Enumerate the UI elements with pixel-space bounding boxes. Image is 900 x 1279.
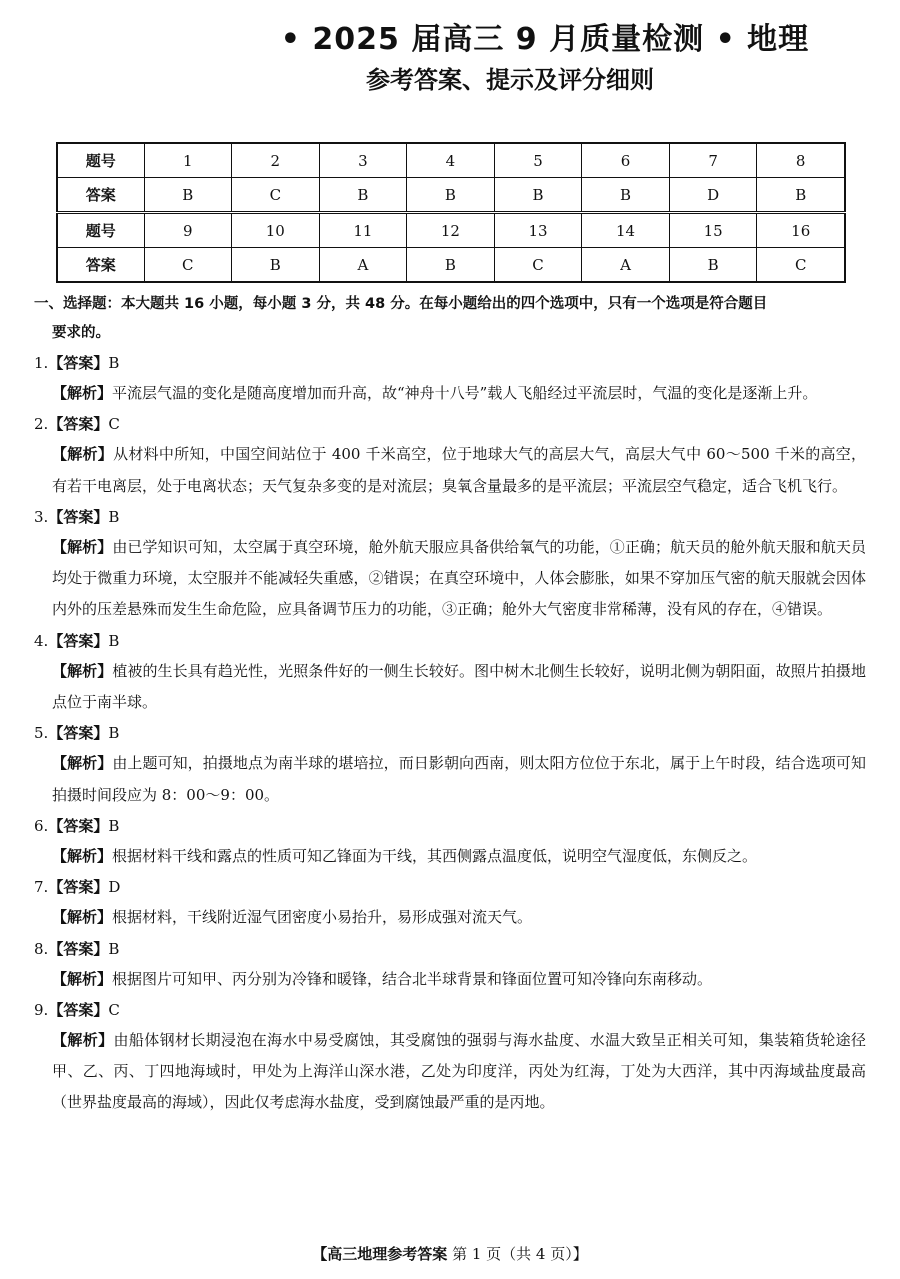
explain-tag: 【解析】 bbox=[52, 661, 113, 680]
question-number: 6 bbox=[582, 143, 670, 178]
answer-item bbox=[34, 934, 866, 995]
answer-cell: B bbox=[757, 178, 845, 213]
explanation-text: 由船体钢材长期浸泡在海水中易受腐蚀，其受腐蚀的强弱与海水盐度、水温大致呈正相关可知，集装箱货轮途径甲、乙、丙、丁四地海域时，甲处为上海洋山深水港，乙处为印度洋，丙处为红海，丁处为大西洋，其中丙海域盐度最高（世界盐度最高的海域），因此仅考虑海水盐度，受到腐蚀最严重的是丙地。 bbox=[52, 1030, 866, 1112]
answer-value: B bbox=[108, 507, 120, 526]
answer-line bbox=[34, 718, 866, 748]
answer-cell: C bbox=[757, 248, 845, 283]
answer-cell: D bbox=[669, 178, 757, 213]
answer-item bbox=[34, 626, 866, 719]
table-row-answers-2 bbox=[57, 248, 845, 283]
answer-value: B bbox=[108, 816, 120, 835]
answer-cell: B bbox=[407, 178, 495, 213]
explain-tag: 【解析】 bbox=[52, 969, 113, 988]
explanation-text: 由上题可知，拍摄地点为南半球的堪培拉，而日影朝向西南，则太阳方位位于东北，属于上午时段，结合选项可知拍摄时间段应为 8：00～9：00。 bbox=[52, 754, 866, 804]
answer-cell: A bbox=[319, 248, 407, 283]
answer-cell: B bbox=[582, 178, 670, 213]
item-number: 4. bbox=[34, 631, 49, 650]
explanation bbox=[34, 378, 866, 409]
explain-tag: 【解析】 bbox=[52, 445, 114, 464]
question-number: 1 bbox=[144, 143, 232, 178]
question-number: 9 bbox=[144, 213, 232, 248]
row-label-answer: 答案 bbox=[57, 178, 144, 213]
table-row-numbers-1 bbox=[57, 143, 845, 178]
explain-tag: 【解析】 bbox=[52, 908, 113, 927]
answer-tag: 【答案】 bbox=[48, 354, 109, 372]
explanation bbox=[34, 532, 866, 626]
answer-table bbox=[56, 142, 846, 283]
row-label-number: 题号 bbox=[57, 143, 144, 178]
item-number: 1. bbox=[34, 354, 49, 372]
item-number: 7. bbox=[34, 878, 49, 897]
answer-item bbox=[34, 409, 866, 502]
answer-item bbox=[34, 718, 866, 811]
answer-line bbox=[34, 626, 866, 656]
answer-line bbox=[34, 872, 866, 902]
answer-cell: B bbox=[494, 178, 582, 213]
explanation-text: 从材料中所知，中国空间站位于 400 千米高空，位于地球大气的高层大气，高层大气中 60～500 千米的高空，有若干电离层，处于电离状态；天气复杂多变的是对流层；臭氧含量最多的是平流层；平流层空气稳定，适合飞机飞行。 bbox=[52, 445, 866, 495]
answer-tag: 【答案】 bbox=[48, 1000, 109, 1019]
question-number: 7 bbox=[669, 143, 757, 178]
section-heading bbox=[34, 290, 866, 348]
answer-value: B bbox=[108, 939, 120, 958]
answer-line bbox=[34, 348, 866, 378]
explanation-text: 根据材料，干线附近湿气团密度小易抬升，易形成强对流天气。 bbox=[112, 908, 533, 927]
answer-value: D bbox=[108, 878, 121, 897]
table-row-numbers-2 bbox=[57, 213, 845, 248]
explain-tag: 【解析】 bbox=[52, 754, 113, 773]
explanation-text: 植被的生长具有趋光性，光照条件好的一侧生长较好。图中树木北侧生长较好，说明北侧为朝阳面，故照片拍摄地点位于南半球。 bbox=[52, 661, 866, 712]
page-subtitle bbox=[0, 60, 900, 95]
answer-tag: 【答案】 bbox=[48, 415, 109, 434]
subtitle-text: 参考答案、提示及评分细则 bbox=[366, 66, 654, 94]
answer-cell: B bbox=[669, 248, 757, 283]
explanation-text: 平流层气温的变化是随高度增加而升高，故“神舟十八号”载人飞船经过平流层时，气温的变化是逐渐上升。 bbox=[112, 384, 818, 402]
answer-line bbox=[34, 502, 866, 532]
answer-cell: B bbox=[232, 248, 320, 283]
explanation bbox=[34, 748, 866, 811]
explanation bbox=[34, 964, 866, 995]
answer-item bbox=[34, 995, 866, 1119]
answer-value: C bbox=[108, 1000, 120, 1019]
item-number: 9. bbox=[34, 1000, 49, 1019]
answer-value: C bbox=[108, 415, 120, 434]
question-number: 13 bbox=[494, 213, 582, 248]
answer-tag: 【答案】 bbox=[48, 878, 109, 897]
table-row-answers-1 bbox=[57, 178, 845, 213]
question-number: 2 bbox=[232, 143, 320, 178]
answer-item bbox=[34, 502, 866, 626]
question-number: 8 bbox=[757, 143, 845, 178]
answer-item bbox=[34, 872, 866, 933]
answer-tag: 【答案】 bbox=[48, 631, 109, 650]
answer-cell: C bbox=[232, 178, 320, 213]
section-heading-line1: 一、选择题：本大题共 16 小题，每小题 3 分，共 48 分。在每小题给出的四个选项中，只有一个选项是符合题目 bbox=[34, 296, 768, 312]
answer-cell: A bbox=[582, 248, 670, 283]
title-text: • 2025 届高三 9 月质量检测 • 地理 bbox=[280, 22, 810, 57]
explanation bbox=[34, 1025, 866, 1119]
footer-right: 第 1 页（共 4 页）】 bbox=[452, 1245, 588, 1263]
answer-value: B bbox=[108, 724, 120, 743]
question-number: 16 bbox=[757, 213, 845, 248]
question-number: 15 bbox=[669, 213, 757, 248]
page-title bbox=[0, 14, 900, 58]
answer-item bbox=[34, 348, 866, 409]
answer-line bbox=[34, 995, 866, 1025]
explanation-text: 根据材料干线和露点的性质可知乙锋面为干线，其西侧露点温度低，说明空气湿度低，东侧反之。 bbox=[112, 846, 758, 865]
question-number: 12 bbox=[407, 213, 495, 248]
page-footer bbox=[0, 1243, 900, 1264]
row-label-answer: 答案 bbox=[57, 248, 144, 283]
answer-cell: B bbox=[144, 178, 232, 213]
item-number: 3. bbox=[34, 507, 49, 526]
answers-content bbox=[34, 290, 866, 1119]
answer-line bbox=[34, 811, 866, 841]
item-number: 6. bbox=[34, 816, 49, 835]
answer-tag: 【答案】 bbox=[48, 939, 109, 958]
answer-cell: C bbox=[494, 248, 582, 283]
answer-line bbox=[34, 934, 866, 964]
answer-tag: 【答案】 bbox=[48, 507, 109, 526]
answer-value: B bbox=[108, 354, 120, 372]
answer-tag: 【答案】 bbox=[48, 816, 109, 835]
explain-tag: 【解析】 bbox=[52, 384, 113, 402]
explanation-text: 根据图片可知甲、丙分别为冷锋和暖锋，结合北半球背景和锋面位置可知冷锋向东南移动。 bbox=[112, 969, 713, 988]
question-number: 3 bbox=[319, 143, 407, 178]
question-number: 10 bbox=[232, 213, 320, 248]
row-label-number: 题号 bbox=[57, 213, 144, 248]
question-number: 5 bbox=[494, 143, 582, 178]
explain-tag: 【解析】 bbox=[52, 537, 113, 556]
explanation bbox=[34, 439, 866, 502]
item-number: 5. bbox=[34, 724, 49, 743]
item-number: 2. bbox=[34, 415, 49, 434]
explain-tag: 【解析】 bbox=[52, 1030, 114, 1049]
answer-line bbox=[34, 409, 866, 439]
answer-cell: B bbox=[319, 178, 407, 213]
explanation bbox=[34, 841, 866, 872]
explanation bbox=[34, 656, 866, 719]
footer-left: 【高三地理参考答案 bbox=[312, 1245, 448, 1263]
answer-tag: 【答案】 bbox=[48, 724, 109, 743]
answer-item bbox=[34, 811, 866, 872]
answer-cell: C bbox=[144, 248, 232, 283]
explanation bbox=[34, 902, 866, 933]
question-number: 14 bbox=[582, 213, 670, 248]
explain-tag: 【解析】 bbox=[52, 846, 113, 865]
item-number: 8. bbox=[34, 939, 49, 958]
explanation-text: 由已学知识可知，太空属于真空环境，舱外航天服应具备供给氧气的功能，①正确；航天员的舱外航天服和航天员均处于微重力环境，太空服并不能减轻失重感，②错误；在真空环境中，人体会膨胀，如果不穿加压气密的航天服就会因体内外的压差悬殊而发生生命危险，应具备调节压力的功能，③正确；舱外大气密度非常稀薄，没有风的存在，④错误。 bbox=[52, 537, 866, 619]
answer-cell: B bbox=[407, 248, 495, 283]
answer-value: B bbox=[108, 631, 120, 650]
section-heading-line2: 要求的。 bbox=[52, 325, 110, 341]
question-number: 11 bbox=[319, 213, 407, 248]
question-number: 4 bbox=[407, 143, 495, 178]
